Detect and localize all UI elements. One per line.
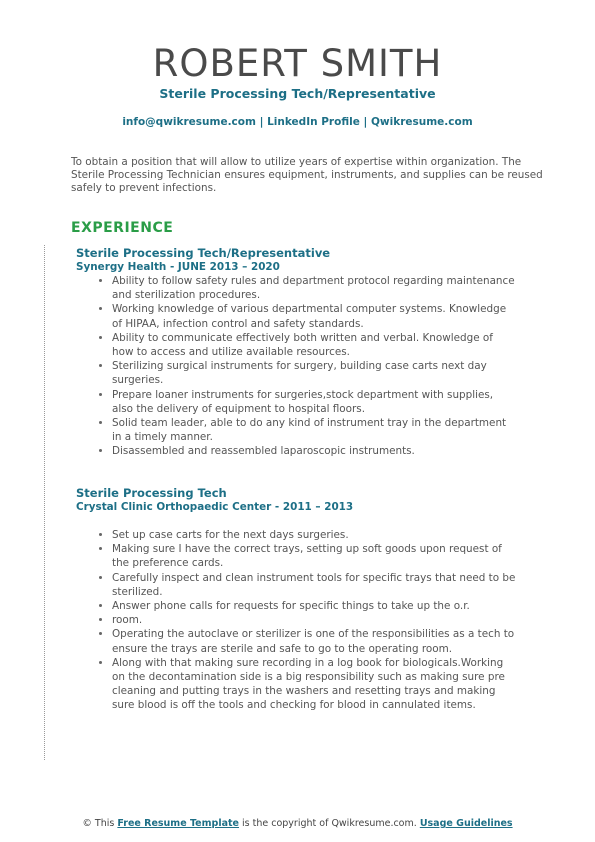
job-entry bbox=[76, 246, 516, 459]
usage-guidelines-link[interactable]: Usage Guidelines bbox=[419, 818, 513, 829]
website-link[interactable]: Qwikresume.com bbox=[370, 116, 473, 128]
linkedin-link[interactable]: LinkedIn Profile bbox=[267, 116, 360, 128]
job-bullets bbox=[76, 274, 516, 459]
bullet-item: • Carefully inspect and clean instrument tools for specific trays that need to be sterilized. bbox=[112, 571, 516, 599]
footer-prefix: © This bbox=[82, 818, 115, 829]
bullet-item: • Solid team leader, able to do any kind of instrument tray in the department in a timely manner. bbox=[112, 416, 516, 444]
bullet-item: • Along with that making sure recording in a log book for biologicals.Working on the decontamination side is a big responsibility such as making sure pre cleaning and putting trays in the washers and resetting trays and making sure blood is off the tools and checking for blood in cannulated items. bbox=[112, 656, 516, 713]
bullet-item: • Answer phone calls for requests for specific things to take up the o.r. bbox=[112, 599, 516, 613]
free-template-link[interactable]: Free Resume Template bbox=[117, 818, 239, 829]
bullet-item: • Prepare loaner instruments for surgeries,stock department with supplies, also the delivery of equipment to hospital floors. bbox=[112, 388, 516, 416]
bullet-item: • Ability to communicate effectively both written and verbal. Knowledge of how to access and utilize available resources. bbox=[112, 331, 516, 359]
objective-text: To obtain a position that will allow to utilize years of expertise within organization. The Sterile Processing Technician ensures equipment, instruments, and supplies can be reused safely to prevent infections. bbox=[71, 156, 543, 195]
candidate-name: ROBERT SMITH bbox=[152, 42, 443, 85]
email-link[interactable]: info@qwikresume.com bbox=[122, 116, 256, 128]
job-title: Sterile Processing Tech bbox=[76, 486, 227, 500]
bullet-item: • room. bbox=[112, 613, 516, 627]
company-name: Synergy Health bbox=[76, 261, 167, 273]
contact-line bbox=[0, 116, 595, 128]
bullet-item: • Making sure I have the correct trays, setting up soft goods upon request of the preference cards. bbox=[112, 542, 516, 570]
bullet-item: • Operating the autoclave or sterilizer is one of the responsibilities as a tech to ensure the trays are sterile and safe to go to the operating room. bbox=[112, 627, 516, 655]
job-bullets bbox=[76, 528, 516, 713]
bullet-item: • Working knowledge of various departmental computer systems. Knowledge of HIPAA, infection control and safety standards. bbox=[112, 302, 516, 330]
footer bbox=[0, 818, 595, 829]
job-meta: Crystal Clinic Orthopaedic Center - 2011 – 2013 bbox=[76, 501, 354, 513]
separator: | bbox=[259, 116, 264, 128]
company-name: Crystal Clinic Orthopaedic Center bbox=[76, 501, 272, 513]
separator: | bbox=[363, 116, 368, 128]
bullet-item: • Ability to follow safety rules and department protocol regarding maintenance and sterilization procedures. bbox=[112, 274, 516, 302]
job-meta: Synergy Health - JUNE 2013 – 2020 bbox=[76, 261, 280, 273]
bullet-item: • Sterilizing surgical instruments for surgery, building case carts next day surgeries. bbox=[112, 359, 516, 387]
job-title: Sterile Processing Tech/Representative bbox=[76, 246, 331, 260]
job-dates: JUNE 2013 – 2020 bbox=[177, 261, 280, 273]
candidate-title: Sterile Processing Tech/Representative bbox=[159, 86, 436, 101]
experience-heading: EXPERIENCE bbox=[71, 220, 174, 236]
timeline-rail bbox=[44, 245, 45, 760]
bullet-item: • Disassembled and reassembled laparoscopic instruments. bbox=[112, 444, 516, 458]
job-dates: 2011 – 2013 bbox=[282, 501, 354, 513]
bullet-item: • Set up case carts for the next days surgeries. bbox=[112, 528, 516, 542]
job-entry bbox=[76, 486, 516, 713]
footer-middle: is the copyright of Qwikresume.com. bbox=[242, 818, 417, 829]
